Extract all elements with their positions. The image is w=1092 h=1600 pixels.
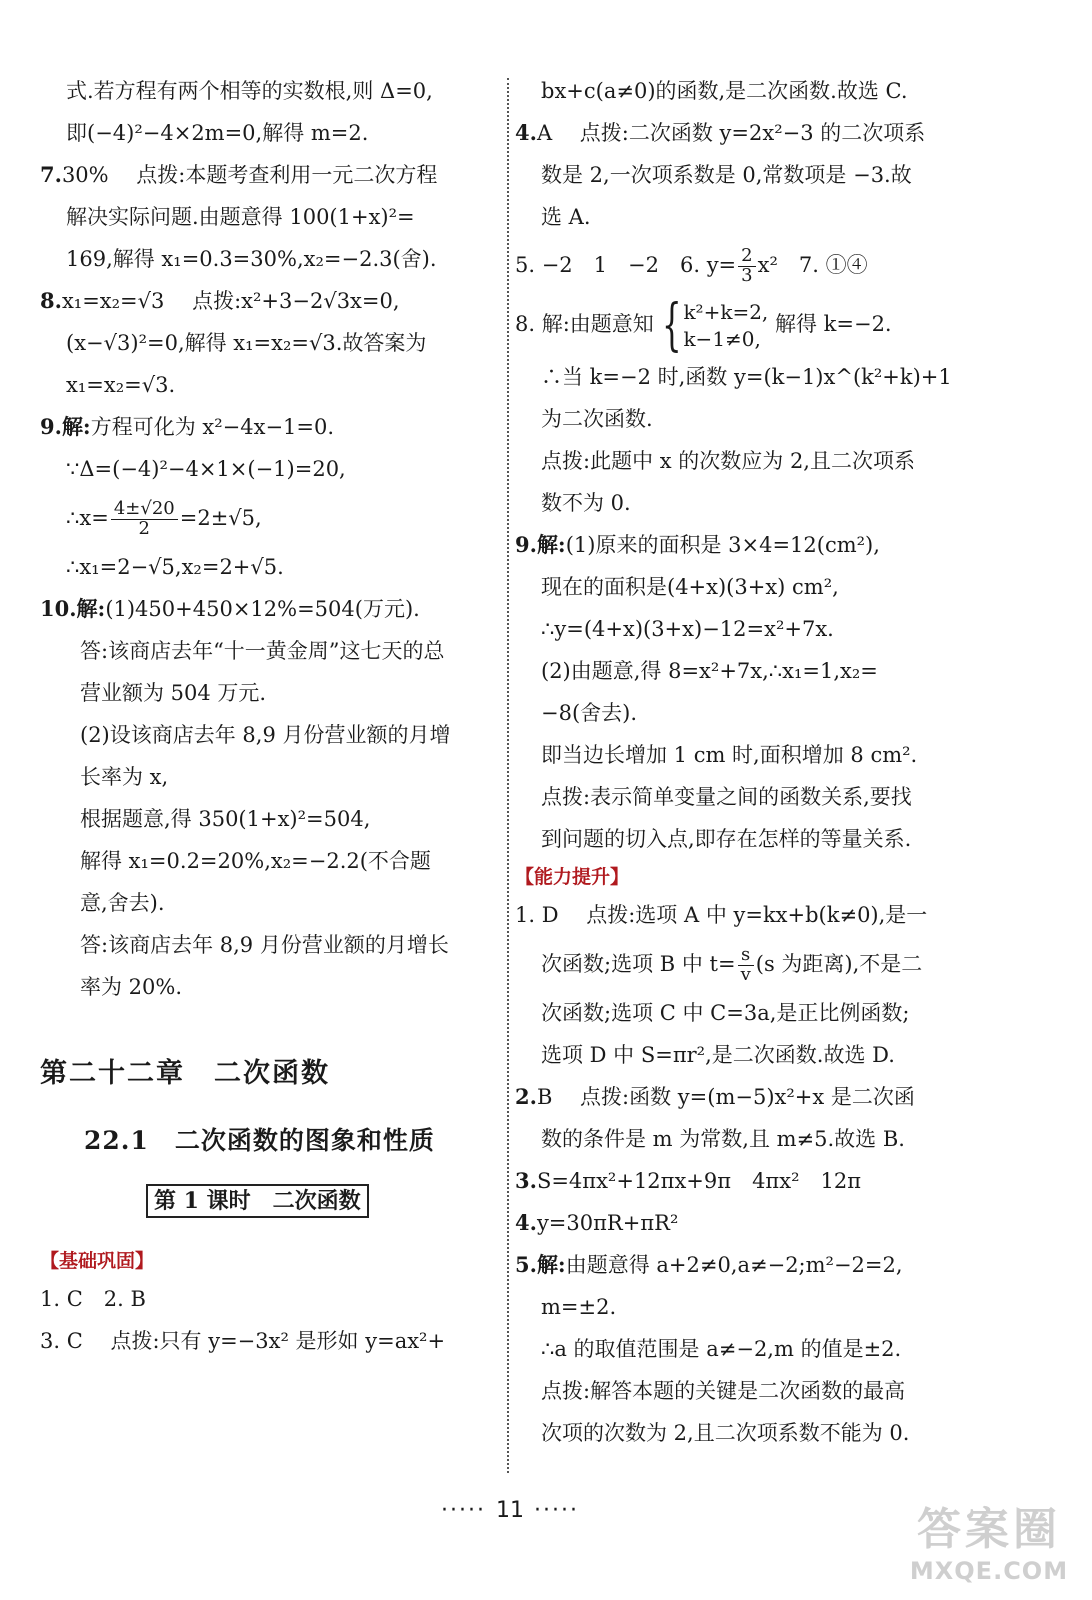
line-text: (1)原来的面积是 3×4=12(cm²),	[565, 533, 880, 557]
answer-line	[40, 882, 500, 924]
line-text: (2)由题意,得 8=x²+7x,∴x₁=1,x₂=	[541, 659, 878, 683]
answer-line	[515, 482, 995, 524]
line-text: S=4πx²+12πx+9π 4πx² 12π	[536, 1169, 862, 1193]
line-text: ∴a 的取值范围是 a≠−2,m 的值是±2.	[541, 1337, 902, 1361]
answer-line	[40, 406, 500, 448]
answer-line-8: 8. 解:由题意知 { k²+k=2, k−1≠0, 解得 k=−2.	[515, 292, 892, 356]
line-text: (x−√3)²=0,解得 x₁=x₂=√3.故答案为	[66, 331, 427, 355]
page-footer: ····· 11 ·····	[441, 1498, 579, 1523]
item-number: 10.	[40, 596, 77, 621]
answer-line	[40, 840, 500, 882]
answer-line	[40, 1278, 500, 1320]
answer-line	[40, 1320, 500, 1362]
line-text: 现在的面积是(4+x)(3+x) cm²,	[541, 575, 839, 599]
answer-line	[515, 566, 995, 608]
answer-line	[515, 818, 995, 860]
line-text: 解得 x₁=0.2=20%,x₂=−2.2(不合题	[80, 849, 431, 873]
answer-line	[40, 546, 500, 588]
answer-line	[40, 714, 500, 756]
answer-line	[40, 322, 500, 364]
answer-line	[515, 1076, 995, 1118]
item-number: 5.	[515, 1252, 537, 1277]
solution-label: 解:	[536, 532, 566, 557]
line-text: 根据题意,得 350(1+x)²=504,	[80, 807, 371, 831]
line-text: 数是 2,一次项系数是 0,常数项是 −3.故	[541, 163, 912, 187]
item-number: 9.	[515, 532, 537, 557]
answer-line	[515, 1202, 995, 1244]
answer-line	[515, 1160, 995, 1202]
chapter-title: 第二十二章 二次函数	[40, 1058, 330, 1089]
answer-line	[40, 364, 500, 406]
line-text: 次项的次数为 2,且二次项系数不能为 0.	[541, 1421, 910, 1445]
left-tail-lines	[40, 1278, 500, 1362]
line-text: 率为 20%.	[80, 975, 183, 999]
line-text: 数的条件是 m 为常数,且 m≠5.故选 B.	[541, 1127, 905, 1151]
column-divider	[507, 78, 509, 1473]
line-text: 方程可化为 x²−4x−1=0.	[90, 415, 335, 439]
answer-line	[515, 440, 995, 482]
line-text: 选项 D 中 S=πr²,是二次函数.故选 D.	[541, 1043, 895, 1067]
line-text: 选 A.	[541, 205, 591, 229]
right-column	[515, 70, 995, 1454]
answer-line	[515, 992, 995, 1034]
answer-line	[515, 524, 995, 566]
line-text: ∴x₁=2−√5,x₂=2+√5.	[66, 555, 284, 579]
answer-line	[515, 1118, 995, 1160]
line-text: 答:该商店去年“十一黄金周”这七天的总	[80, 639, 445, 663]
answer-line	[515, 1412, 995, 1454]
fraction: $\frac{4\pm√20}{2}$	[111, 500, 178, 539]
answer-line	[515, 70, 995, 112]
watermark-logo: 答案圈 MXQE.COM	[909, 1504, 1069, 1585]
answer-line	[40, 630, 500, 672]
fraction: $\frac{s}{v}$	[738, 946, 754, 985]
line-text: 即(−4)²−4×2m=0,解得 m=2.	[66, 121, 369, 145]
line-text: (2)设该商店去年 8,9 月份营业额的月增	[80, 723, 451, 747]
line-text: 点拨:解答本题的关键是二次函数的最高	[541, 1379, 906, 1403]
line-text: 点拨:表示简单变量之间的函数关系,要找	[541, 785, 912, 809]
answer-line	[40, 798, 500, 840]
answer-line-fraction: 次函数;选项 B 中 t= $\frac{s}{v}$ (s 为距离),不是二	[541, 944, 923, 985]
answer-line	[40, 924, 500, 966]
section-title: 22.1 二次函数的图象和性质	[84, 1126, 435, 1155]
line-text: 解决实际问题.由题意得 100(1+x)²=	[66, 205, 415, 229]
answer-line	[40, 448, 500, 490]
line-text: 到问题的切入点,即存在怎样的等量关系.	[541, 827, 912, 851]
answer-line	[515, 1286, 995, 1328]
fraction: $\frac{2}{3}$	[738, 247, 755, 286]
right-mid-lines	[515, 356, 995, 860]
answer-line	[40, 756, 500, 798]
answer-line	[40, 238, 500, 280]
answer-line	[40, 588, 500, 630]
line-text: ∴y=(4+x)(3+x)−12=x²+7x.	[541, 617, 834, 641]
line-text: −8(舍去).	[541, 701, 638, 725]
answer-line	[515, 1370, 995, 1412]
line-text: 答:该商店去年 8,9 月份营业额的月增长	[80, 933, 449, 957]
item-number: 4.	[515, 120, 537, 145]
ability-tag: 【能力提升】	[515, 866, 630, 888]
left-answer-lines	[40, 70, 500, 1008]
line-text: 点拨:此题中 x 的次数应为 2,且二次项系	[541, 449, 915, 473]
solution-label: 解:	[61, 414, 91, 439]
lesson-title-box	[40, 1184, 500, 1226]
right-tail-lines	[515, 992, 995, 1454]
line-text: 长率为 x,	[80, 765, 169, 789]
line-text: 营业额为 504 万元.	[80, 681, 267, 705]
answer-line	[515, 196, 995, 238]
line-text: 3. C 点拨:只有 y=−3x² 是形如 y=ax²+	[40, 1329, 446, 1353]
line-text: y=30πR+πR²	[536, 1211, 679, 1235]
item-number: 8.	[40, 288, 62, 313]
line-text: ∴当 k=−2 时,函数 y=(k−1)x^(k²+k)+1	[541, 365, 952, 389]
item-number: 3.	[515, 1168, 537, 1193]
item-number: 9.	[40, 414, 62, 439]
line-text: B 点拨:函数 y=(m−5)x²+x 是二次函	[536, 1085, 915, 1109]
line-text: 式.若方程有两个相等的实数根,则 Δ=0,	[66, 79, 433, 103]
answer-line	[515, 608, 995, 650]
item-number: 2.	[515, 1084, 537, 1109]
answer-line: ∴x= $\frac{4\pm√20}{2}$ =2±√5,	[66, 498, 262, 539]
line-text: 由题意得 a+2≠0,a≠−2;m²−2=2,	[565, 1253, 903, 1277]
answer-line: 1. D 点拨:选项 A 中 y=kx+b(k≠0),是一	[515, 903, 928, 927]
answer-line	[40, 672, 500, 714]
line-text: 169,解得 x₁=0.3=30%,x₂=−2.3(舍).	[66, 247, 437, 271]
answer-line	[515, 776, 995, 818]
line-text: x₁=x₂=√3.	[66, 373, 176, 397]
answer-line	[515, 1244, 995, 1286]
item-number: 7.	[40, 162, 62, 187]
equation-system: { k²+k=2, k−1≠0,	[661, 292, 769, 356]
line-text: (1)450+450×12%=504(万元).	[105, 597, 420, 621]
line-text: ∵Δ=(−4)²−4×1×(−1)=20,	[66, 457, 346, 481]
line-text: A 点拨:二次函数 y=2x²−3 的二次项系	[536, 121, 926, 145]
line-text: 为二次函数.	[541, 407, 653, 431]
lesson-title: 第 1 课时 二次函数	[146, 1184, 369, 1218]
answer-line	[515, 154, 995, 196]
answer-line	[515, 1034, 995, 1076]
line-text: 次函数;选项 C 中 C=3a,是正比例函数;	[541, 1001, 910, 1025]
line-text: 1. C 2. B	[40, 1287, 146, 1311]
line-text: bx+c(a≠0)的函数,是二次函数.故选 C.	[541, 79, 908, 103]
solution-label: 解:	[76, 596, 106, 621]
answer-line	[40, 280, 500, 322]
answer-line	[40, 196, 500, 238]
line-text: 数不为 0.	[541, 491, 631, 515]
answer-line-5: 5. −2 1 −2 6. y= $\frac{2}{3}$ x² 7. ①④	[515, 245, 868, 286]
answer-line	[40, 112, 500, 154]
line-text: 即当边长增加 1 cm 时,面积增加 8 cm².	[541, 743, 918, 767]
line-text: x₁=x₂=√3 点拨:x²+3−2√3x=0,	[61, 289, 400, 313]
left-column	[40, 70, 500, 1362]
solution-label: 解:	[536, 1252, 566, 1277]
answer-line	[40, 70, 500, 112]
line-text: m=±2.	[541, 1295, 617, 1319]
answer-line	[40, 154, 500, 196]
right-answer-lines	[515, 70, 995, 238]
page-number: 11	[496, 1498, 524, 1523]
answer-line	[515, 734, 995, 776]
basic-tag: 【基础巩固】	[40, 1250, 155, 1272]
answer-line	[515, 356, 995, 398]
answer-line	[515, 112, 995, 154]
answer-line	[515, 398, 995, 440]
line-text: 意,舍去).	[80, 891, 165, 915]
answer-line	[515, 1328, 995, 1370]
answer-line	[515, 650, 995, 692]
answer-line	[40, 966, 500, 1008]
line-text: 30% 点拨:本题考查利用一元二次方程	[61, 163, 438, 187]
item-number: 4.	[515, 1210, 537, 1235]
answer-line	[515, 692, 995, 734]
